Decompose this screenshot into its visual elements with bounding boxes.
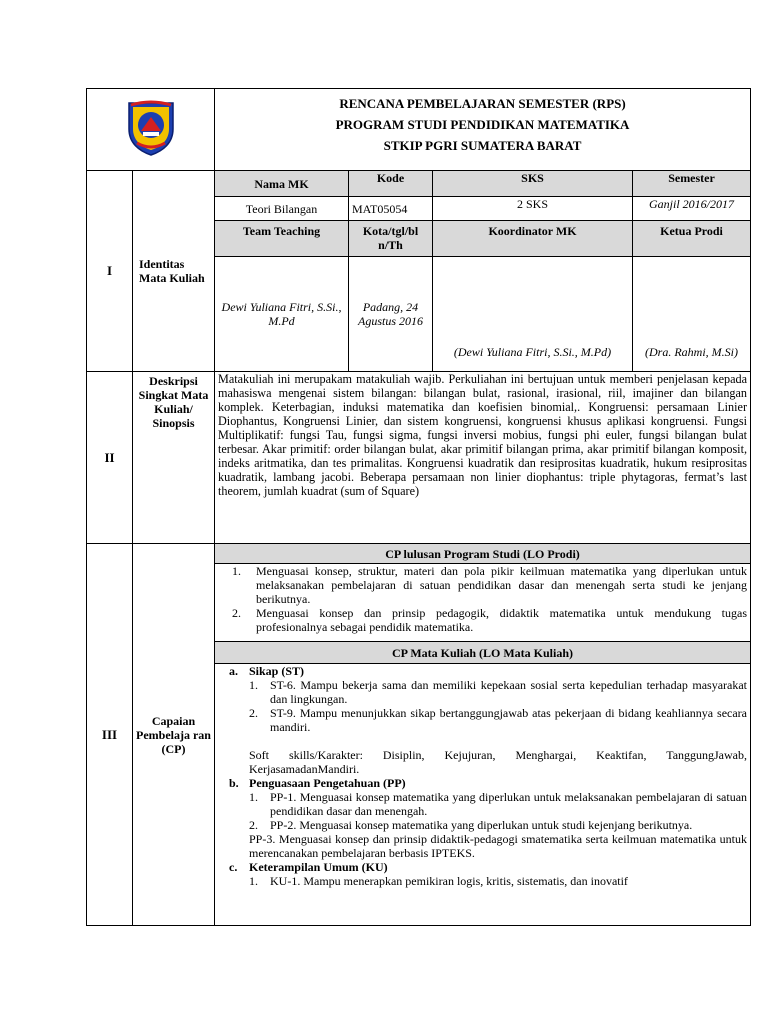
pp3-text: PP-3. Menguasai konsep dan prinsip didaktik-pedagogi smatematika serta keilmuan matematika untuk merencanakan pembelajaran berbasis IPTEKS. [249,832,748,860]
val-ketua-prodi: (Dra. Rahmi, M.Si) [633,257,751,372]
col-ketua-prodi: Ketua Prodi [633,221,751,257]
synopsis-text: Matakuliah ini merupakam matakuliah wajib. Perkuliahan ini bertujuan untuk memberi penjelasan kepada mahasiswa mengenai sistem bilangan: bilangan bulat, rasional, irasional, riil, imajiner dan bilangan komplek. Keterbagian, induksi matematika dan koefisien binomial,. Kongruensi: persamaan Linier Diophantus, Kongruensi Linier, dan sistem kongruensi, kongruensi khusus aplikasi kongruensi. Fungsi Multiplikatif: fungsi Tau, fungsi sigma, fungsi inversi mobius, fungsi phi euler, fungsi bilangan bulat terbesar. Akar primitif: order bilangan bulat, akar primitif bilangan prima, akar primitif bilangan komposit, indeks aritmatika, dan tes primalitas. Kongruensi kuadratik dan resiprositas kuadratik, hukum resiprositas kuadratik, lambang jacobi. Beberapa persamaan non linier diophantus: triple phytagoras, fermat’s last theorem, jumlah kuadrat (sum of Square) [215,372,751,544]
institution-logo-icon [123,99,179,157]
lo-prodi-title: CP lulusan Program Studi (LO Prodi) [215,544,751,564]
section-3-label: Capaian Pembelaja ran (CP) [133,544,215,926]
list-item: 1. Menguasai konsep, struktur, materi dan pola pikir keilmuan matematika yang diperlukan untuk melaksanakan pembelajaran di satuan pendidikan dasar dan menengah serta studi ke jenjang berikutnya. [232,564,748,606]
rps-table [86,88,751,926]
val-sks: 2 SKS [433,197,633,221]
col-kode: Kode [349,171,433,197]
val-koordinator: (Dewi Yuliana Fitri, S.Si., M.Pd) [433,257,633,372]
col-nama-mk: Nama MK [215,171,349,197]
list-item: 2. ST-9. Mampu menunjukkan sikap bertanggungjawab atas pekerjaan di bidang keahliannya secara mandiri. [249,706,748,734]
header-institution: STKIP PGRI SUMATERA BARAT [383,138,582,153]
section-1-label: Identitas Mata Kuliah [133,171,215,372]
col-sks: SKS [433,171,633,197]
val-kode: MAT05054 [349,197,433,221]
lo-prodi-list [215,564,751,642]
list-item: 2. Menguasai konsep dan prinsip pedagogik, didaktik matematika untuk mendukung tugas profesionalnya sebagai pendidik matematika. [232,606,748,634]
list-item: 2. PP-2. Menguasai konsep matematika yang diperlukan untuk studi kejenjang berikutnya. [249,818,693,832]
col-kota-tgl: Kota/tgl/bl n/Th [349,221,433,257]
list-item: 1. PP-1. Menguasai konsep matematika yang diperlukan untuk melaksanakan pembelajaran di satuan pendidikan dasar dan menengah. [249,790,748,818]
pp-heading: b. Penguasaan Pengetahuan (PP) [229,776,406,790]
logo-cell [87,89,215,171]
header-program: PROGRAM STUDI PENDIDIKAN MATEMATIKA [335,117,630,132]
rps-document [86,88,750,926]
section-2-label: Deskripsi Singkat Mata Kuliah/ Sinopsis [133,372,215,544]
section-3-number: III [87,544,133,926]
section-2-number: II [87,372,133,544]
soft-skills-text: Soft skills/Karakter: Disiplin, Kejujuran, Menghargai, Keaktifan, TanggungJawab, KerjasamadanMandiri. [249,748,748,776]
val-nama-mk: Teori Bilangan [215,197,349,221]
val-team-teaching: Dewi Yuliana Fitri, S.Si., M.Pd [215,257,349,372]
lo-mk-content [215,664,751,926]
col-koordinator: Koordinator MK [433,221,633,257]
ku-heading: c. Keterampilan Umum (KU) [229,860,388,874]
list-item: 1. ST-6. Mampu bekerja sama dan memiliki kepekaan sosial serta kepedulian terhadap masyarakat dan lingkungan. [249,678,748,706]
val-kota-tgl: Padang, 24 Agustus 2016 [349,257,433,372]
header-title: RENCANA PEMBELAJARAN SEMESTER (RPS) [339,96,626,111]
col-semester: Semester [633,171,751,197]
lo-mk-title: CP Mata Kuliah (LO Mata Kuliah) [215,642,751,664]
section-1-number: I [87,171,133,372]
list-item: 1. KU-1. Mampu menerapkan pemikiran logis, kritis, sistematis, dan inovatif [249,874,628,888]
sikap-heading: a. Sikap (ST) [229,664,305,678]
document-header [215,89,751,171]
col-team-teaching: Team Teaching [215,221,349,257]
val-semester: Ganjil 2016/2017 [633,197,751,221]
